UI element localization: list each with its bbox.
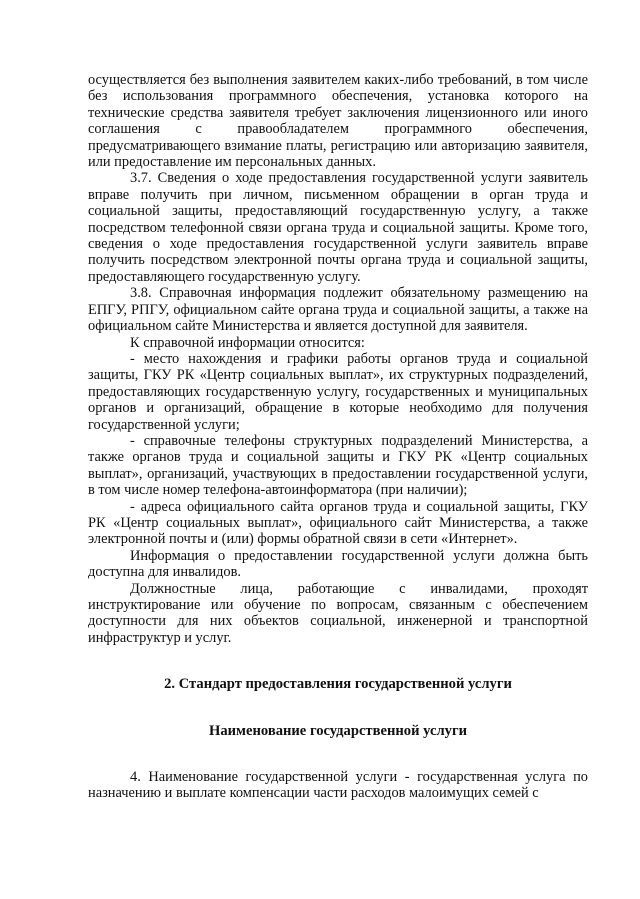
list-item-locations: - место нахождения и графики работы органов труда и социальной защиты, ГКУ РК «Центр социальных выплат», их структурных подразделений, предоставляющих государственную услугу, государственных и муниципальных органов и организаций, обращение в которые необходимо для получения государственной услуги; [88,350,588,433]
paragraph-reference-intro: К справочной информации относится: [130,334,365,351]
paragraph-3-7: 3.7. Сведения о ходе предоставления государственной услуги заявитель вправе получить при личном, письменном обращении в орган труда и социальной защиты, предоставляющий государственную услугу, а также посредством телефонной связи органа труда и социальной защиты. Кроме того, сведения о ходе предоставления государственной услуги заявитель вправе получить посредством электронной почты органа труда и социальной защиты, предоставляющего государственную услугу. [88,170,588,285]
document-body [88,72,588,802]
list-item-phones: - справочные телефоны структурных подразделений Министерства, а также органов труда и социальной защиты и ГКУ РК «Центр социальных выплат», организаций, участвующих в предоставлении государственной услуги, в том числе номер телефона-автоинформатора (при наличии); [88,432,588,499]
paragraph-officials: Должностные лица, работающие с инвалидами, проходят инструктирование или обучение по вопросам, связанным с обеспечением доступности для них объектов социальной, инженерной и транспортной инфраструктур и услуг. [88,580,588,646]
paragraph-4: 4. Наименование государственной услуги - государственная услуга по назначению и выплате компенсации части расходов малоимущих семей с [88,769,588,802]
paragraph-continuation: осуществляется без выполнения заявителем каких-либо требований, в том числе без использования программного обеспечения, установка которого на технические средства заявителя требует заключения лицензионного или иного соглашения с правообладателем программного обеспечения, предусматривающего взимание платы, регистрацию или авторизацию заявителя, или предоставление им персональных данных. [88,72,588,171]
list-item-addresses: - адреса официального сайта органов труда и социальной защиты, ГКУ РК «Центр социальных выплат», официального сайт Министерства, а также электронной почты и (или) формы обратной связи в сети «Интернет». [88,498,588,548]
subsection-heading: Наименование государственной услуги [209,722,467,739]
paragraph-3-8: 3.8. Справочная информация подлежит обязательному размещению на ЕПГУ, РПГУ, официальном сайте органа труда и социальной защиты, а также на официальном сайте Министерства и является доступной для заявителя. [88,285,588,335]
section-heading: 2. Стандарт предоставления государственной услуги [164,676,512,693]
paragraph-accessibility: Информация о предоставлении государственной услуги должна быть доступна для инвалидов. [88,547,588,581]
